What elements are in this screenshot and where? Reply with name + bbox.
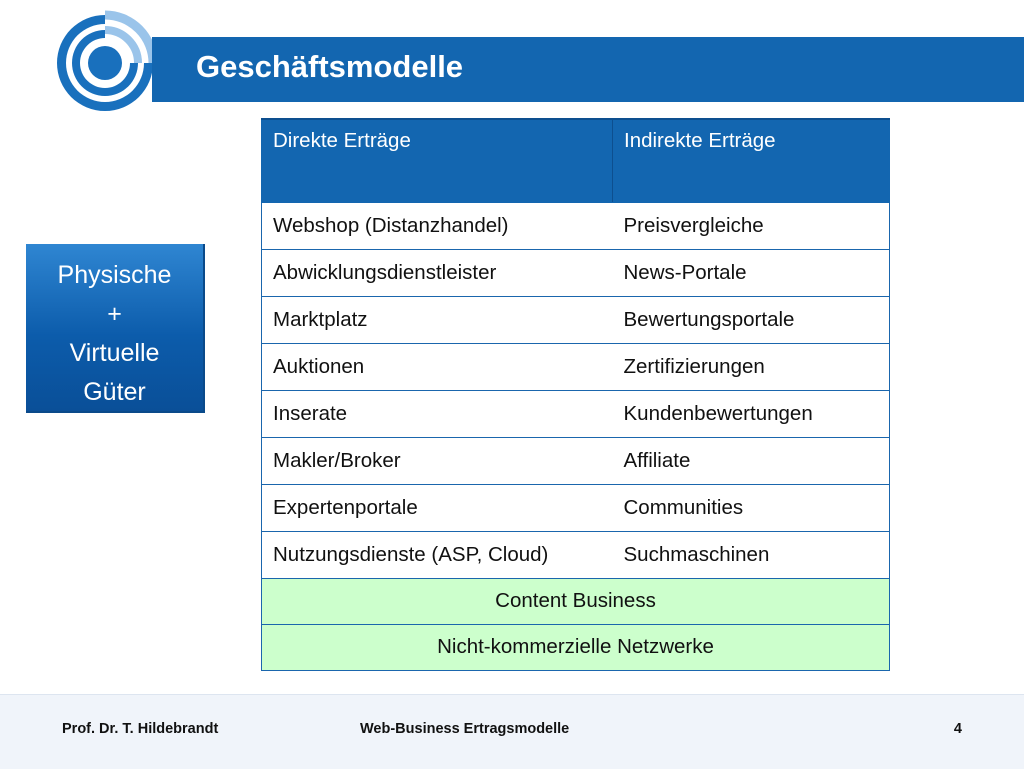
indirect-cell: Suchmaschinen	[613, 531, 890, 578]
table-row	[262, 249, 890, 296]
table-row	[262, 202, 890, 249]
indirect-cell: Preisvergleiche	[613, 202, 890, 249]
table-row	[262, 437, 890, 484]
table-row-non-commercial	[262, 624, 890, 670]
footer	[0, 694, 1024, 769]
table-row	[262, 390, 890, 437]
header-indirect-revenue: Indirekte Erträge	[613, 119, 890, 202]
footer-author: Prof. Dr. T. Hildebrandt	[62, 721, 219, 737]
direct-cell: Expertenportale	[262, 484, 613, 531]
table-row	[262, 531, 890, 578]
category-box	[26, 244, 205, 413]
logo-icon	[50, 8, 160, 118]
category-line: +	[107, 300, 122, 328]
direct-cell: Makler/Broker	[262, 437, 613, 484]
direct-cell: Nutzungsdienste (ASP, Cloud)	[262, 531, 613, 578]
table-row	[262, 343, 890, 390]
category-line: Physische	[57, 261, 172, 289]
footer-topic: Web-Business Ertragsmodelle	[360, 721, 570, 737]
table-row	[262, 296, 890, 343]
full-width-cell: Content Business	[262, 578, 890, 624]
table-row	[262, 484, 890, 531]
direct-cell: Inserate	[262, 390, 613, 437]
header-direct-revenue: Direkte Erträge	[262, 119, 613, 202]
category-line: Güter	[83, 378, 146, 406]
page-number: 4	[953, 721, 962, 737]
table-header-row	[262, 119, 890, 202]
indirect-cell: News-Portale	[613, 249, 890, 296]
category-line: Virtuelle	[69, 339, 160, 367]
direct-cell: Marktplatz	[262, 296, 613, 343]
table-row-content-business	[262, 578, 890, 624]
indirect-cell: Communities	[613, 484, 890, 531]
full-width-cell: Nicht-kommerzielle Netzwerke	[262, 624, 890, 670]
indirect-cell: Affiliate	[613, 437, 890, 484]
direct-cell: Auktionen	[262, 343, 613, 390]
direct-cell: Webshop (Distanzhandel)	[262, 202, 613, 249]
direct-cell: Abwicklungsdienstleister	[262, 249, 613, 296]
revenue-models-table	[261, 118, 890, 671]
indirect-cell: Kundenbewertungen	[613, 390, 890, 437]
title-bar	[152, 37, 1024, 102]
indirect-cell: Zertifizierungen	[613, 343, 890, 390]
indirect-cell: Bewertungsportale	[613, 296, 890, 343]
page-title: Geschäftsmodelle	[196, 49, 464, 84]
